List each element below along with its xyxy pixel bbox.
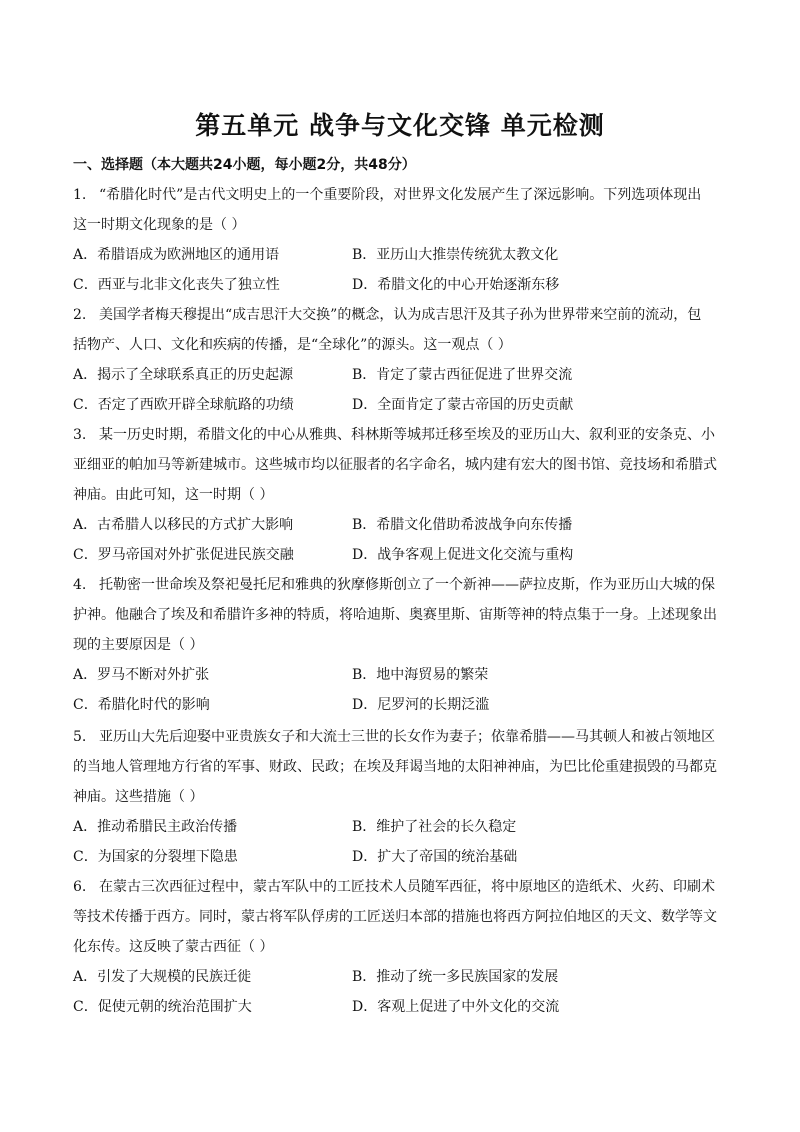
question-number: 6.: [73, 879, 87, 895]
question-3-line-2: 亚细亚的帕加马等新建城市。这些城市均以征服者的名字命名，城内建有宏大的图书馆、竞技场和希腊式: [73, 457, 717, 473]
question-number: 5.: [73, 729, 87, 745]
question-4-line-1: 4. 托勒密一世命埃及祭祀曼托尼和雅典的狄摩修斯创立了一个新神——萨拉皮斯，作为亚历山大城的保: [73, 577, 715, 593]
question-4-option-b[interactable]: B．地中海贸易的繁荣: [352, 667, 489, 683]
question-5-option-c[interactable]: C．为国家的分裂埋下隐患: [73, 849, 238, 865]
section-heading: 一、选择题（本大题共24小题，每小题2分，共48分）: [73, 157, 416, 173]
question-1-option-b[interactable]: B．亚历山大推崇传统犹太教文化: [352, 247, 559, 263]
question-4-option-d[interactable]: D．尼罗河的长期泛滥: [352, 697, 490, 713]
question-1-line-2: 这一时期文化现象的是（ ）: [73, 217, 246, 233]
question-6-option-b[interactable]: B．推动了统一多民族国家的发展: [352, 969, 559, 985]
question-number: 3.: [73, 427, 87, 443]
question-number: 1.: [73, 187, 87, 203]
question-6-option-d[interactable]: D．客观上促进了中外文化的交流: [352, 999, 560, 1015]
question-1-option-d[interactable]: D．希腊文化的中心开始逐渐东移: [352, 277, 560, 293]
question-6-option-c[interactable]: C．促使元朝的统治范围扩大: [73, 999, 252, 1015]
question-5-option-b[interactable]: B．维护了社会的长久稳定: [352, 819, 517, 835]
question-6-line-1: 6. 在蒙古三次西征过程中，蒙古军队中的工匠技术人员随军西征，将中原地区的造纸术、火药、印刷术: [73, 879, 715, 895]
question-1-option-c[interactable]: C．西亚与北非文化丧失了独立性: [73, 277, 280, 293]
question-3-line-3: 神庙。由此可知，这一时期（ ）: [73, 487, 274, 503]
question-5-line-1: 5. 亚历山大先后迎娶中亚贵族女子和大流士三世的长女作为妻子；依靠希腊——马其顿人和被占领地区: [73, 729, 715, 745]
question-2-option-b[interactable]: B．肯定了蒙古西征促进了世界交流: [352, 367, 573, 383]
question-3-option-b[interactable]: B．希腊文化借助希波战争向东传播: [352, 517, 573, 533]
question-4-option-c[interactable]: C．希腊化时代的影响: [73, 697, 210, 713]
question-4-option-a[interactable]: A．罗马不断对外扩张: [73, 667, 210, 683]
question-1-line-1: 1. “希腊化时代”是古代文明史上的一个重要阶段，对世界文化发展产生了深远影响。下列选项体现出: [73, 187, 702, 203]
question-2-option-c[interactable]: C．否定了西欧开辟全球航路的功绩: [73, 397, 294, 413]
page-title: 第五单元 战争与文化交锋 单元检测: [195, 111, 605, 140]
question-3-option-c[interactable]: C．罗马帝国对外扩张促进民族交融: [73, 547, 294, 563]
question-5-option-d[interactable]: D．扩大了帝国的统治基础: [352, 849, 518, 865]
question-6-line-3: 化东传。这反映了蒙古西征（ ）: [73, 939, 274, 955]
question-5-line-3: 神庙。这些措施（ ）: [73, 789, 204, 805]
question-6-line-2: 等技术传播于西方。同时，蒙古将军队俘虏的工匠送归本部的措施也将西方阿拉伯地区的天文、数学等文: [73, 909, 717, 925]
question-3-option-d[interactable]: D．战争客观上促进文化交流与重构: [352, 547, 574, 563]
question-3-line-1: 3. 某一历史时期，希腊文化的中心从雅典、科林斯等城邦迁移至埃及的亚历山大、叙利亚的安条克、小: [73, 427, 715, 443]
question-number: 2.: [73, 307, 87, 323]
question-4-line-3: 现的主要原因是（ ）: [73, 637, 204, 653]
question-number: 4.: [73, 577, 87, 593]
question-5-option-a[interactable]: A．推动希腊民主政治传播: [73, 819, 238, 835]
question-5-line-2: 的当地人管理地方行省的军事、财政、民政；在埃及拜谒当地的太阳神神庙，为巴比伦重建损毁的马都克: [73, 759, 717, 775]
question-6-option-a[interactable]: A．引发了大规模的民族迁徙: [73, 969, 252, 985]
question-4-line-2: 护神。他融合了埃及和希腊许多神的特质，将哈迪斯、奥赛里斯、宙斯等神的特点集于一身。上述现象出: [73, 607, 717, 623]
question-2-line-1: 2. 美国学者梅天穆提出“成吉思汗大交换”的概念，认为成吉思汗及其子孙为世界带来空前的流动，包: [73, 307, 702, 323]
question-2-option-d[interactable]: D．全面肯定了蒙古帝国的历史贡献: [352, 397, 574, 413]
question-1-option-a[interactable]: A．希腊语成为欧洲地区的通用语: [73, 247, 280, 263]
question-2-line-2: 括物产、人口、文化和疾病的传播，是“全球化”的源头。这一观点（ ）: [73, 337, 512, 353]
question-2-option-a[interactable]: A．揭示了全球联系真正的历史起源: [73, 367, 294, 383]
question-3-option-a[interactable]: A．古希腊人以移民的方式扩大影响: [73, 517, 294, 533]
